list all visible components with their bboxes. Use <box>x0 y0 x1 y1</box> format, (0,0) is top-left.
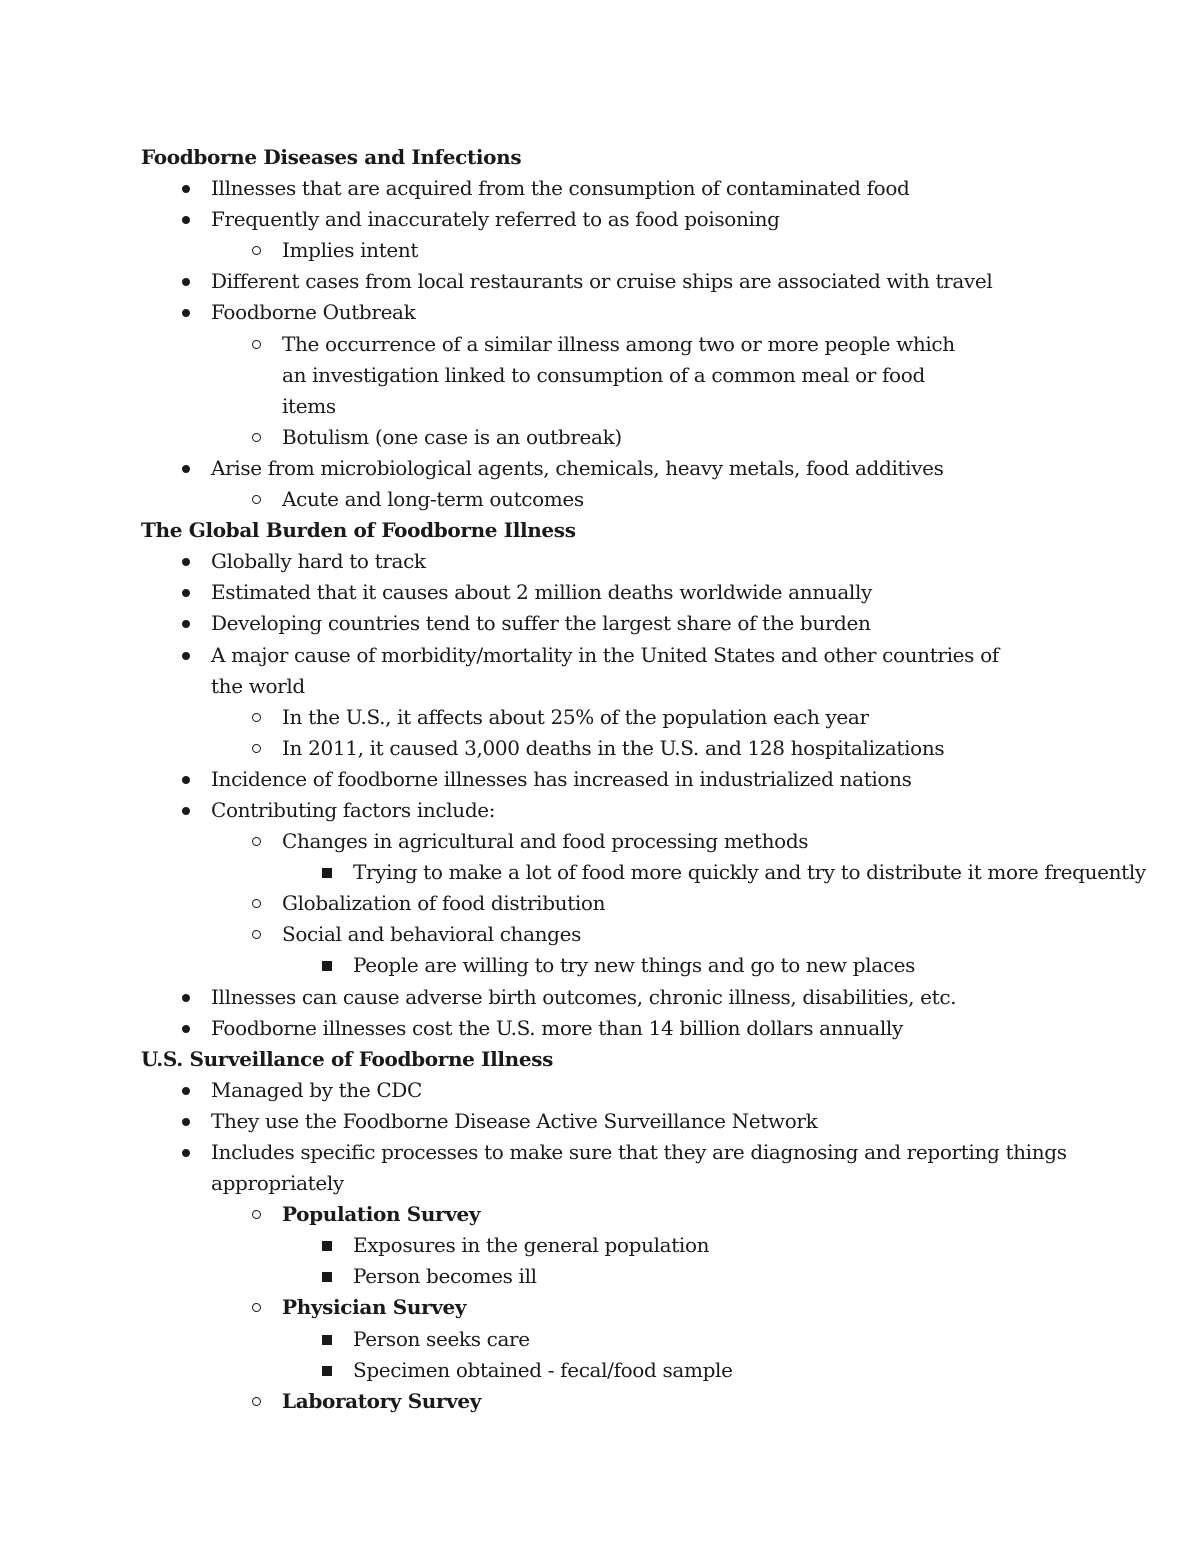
list-item <box>141 640 1011 702</box>
list-item <box>141 1324 1041 1355</box>
list-item <box>141 1106 1041 1137</box>
list-item-text: Population Survey <box>282 1202 481 1227</box>
list-item <box>141 235 1041 266</box>
list-item-text: Botulism (one case is an outbreak) <box>282 424 622 449</box>
list-item-text: Illnesses that are acquired from the consumption of contaminated food <box>211 176 910 201</box>
list-item <box>141 1261 1041 1292</box>
list-item <box>141 204 1041 235</box>
list-item <box>141 484 1041 515</box>
list-item <box>141 1292 1041 1323</box>
list-item-text: Developing countries tend to suffer the largest share of the burden <box>211 611 871 636</box>
list-item <box>141 764 1041 795</box>
list-item-text: Estimated that it causes about 2 million deaths worldwide annually <box>211 580 872 605</box>
list-item <box>141 857 1200 888</box>
list-item-text: Incidence of foodborne illnesses has increased in industrialized nations <box>211 766 912 791</box>
list-item-text: People are willing to try new things and go to new places <box>353 953 916 978</box>
list-item-text: Foodborne illnesses cost the U.S. more than 14 billion dollars annually <box>211 1015 903 1040</box>
list-item-text: Managed by the CDC <box>211 1077 422 1102</box>
list-item <box>141 982 1041 1013</box>
section-heading: Foodborne Diseases and Infections <box>141 145 522 169</box>
list-item <box>141 733 1041 764</box>
list-item-text: Physician Survey <box>282 1295 467 1320</box>
list-item-text: In 2011, it caused 3,000 deaths in the U.S. and 128 hospitalizations <box>282 735 945 760</box>
list-item <box>141 1075 1041 1106</box>
list-item <box>141 1199 1041 1230</box>
list-item-text: Social and behavioral changes <box>282 922 582 947</box>
list-item-text: Exposures in the general population <box>353 1233 710 1258</box>
list-item <box>141 1137 1101 1199</box>
list-item-text: Person becomes ill <box>353 1264 537 1289</box>
list-item <box>141 919 1041 950</box>
list-item-text: Laboratory Survey <box>282 1388 482 1413</box>
list-item-text: Foodborne Outbreak <box>211 300 416 325</box>
list-item-text: Person seeks care <box>353 1326 530 1351</box>
list-item <box>141 297 1041 328</box>
list-item-text: Trying to make a lot of food more quickly and try to distribute it more frequently <box>353 860 1146 885</box>
list-item-text: In the U.S., it affects about 25% of the population each year <box>282 704 869 729</box>
list-item <box>141 950 1041 981</box>
list-item-text: Includes specific processes to make sure that they are diagnosing and reporting things appropriately <box>211 1140 1067 1196</box>
section-heading: The Global Burden of Foodborne Illness <box>141 518 576 543</box>
list-item-text: Globalization of food distribution <box>282 891 606 916</box>
list-item <box>141 1013 1041 1044</box>
list-item-text: Frequently and inaccurately referred to as food poisoning <box>211 207 780 232</box>
list-item-text: Acute and long-term outcomes <box>282 487 584 512</box>
list-item <box>141 329 962 422</box>
list-item-text: Globally hard to track <box>211 549 426 574</box>
list-item <box>141 795 1041 826</box>
list-item <box>141 826 1041 857</box>
section-heading: U.S. Surveillance of Foodborne Illness <box>141 1046 554 1071</box>
list-item <box>141 453 1041 484</box>
list-item-text: Implies intent <box>282 238 419 263</box>
list-item <box>141 1230 1041 1261</box>
list-item <box>141 888 1041 919</box>
list-item-text: The occurrence of a similar illness among two or more people which an investigation linked to consumption of a common meal or food items <box>282 331 955 418</box>
list-item <box>141 577 1041 608</box>
list-item-text: They use the Foodborne Disease Active Surveillance Network <box>211 1108 818 1133</box>
document-body <box>141 142 1146 1417</box>
list-item-text: Illnesses can cause adverse birth outcomes, chronic illness, disabilities, etc. <box>211 984 957 1009</box>
list-item <box>141 1355 1041 1386</box>
list-item <box>141 266 1041 297</box>
list-item-text: Changes in agricultural and food processing methods <box>282 829 809 854</box>
list-item-text: Specimen obtained - fecal/food sample <box>353 1357 733 1382</box>
list-item <box>141 546 1041 577</box>
list-item <box>141 702 1041 733</box>
list-item-text: A major cause of morbidity/mortality in the United States and other countries of the world <box>211 642 999 698</box>
list-item-text: Arise from microbiological agents, chemicals, heavy metals, food additives <box>211 455 944 480</box>
list-item <box>141 422 1041 453</box>
list-item <box>141 173 1041 204</box>
list-item <box>141 608 1041 639</box>
list-item <box>141 1386 1041 1417</box>
list-item-text: Contributing factors include: <box>211 797 496 822</box>
list-item-text: Different cases from local restaurants or cruise ships are associated with travel <box>211 269 993 294</box>
